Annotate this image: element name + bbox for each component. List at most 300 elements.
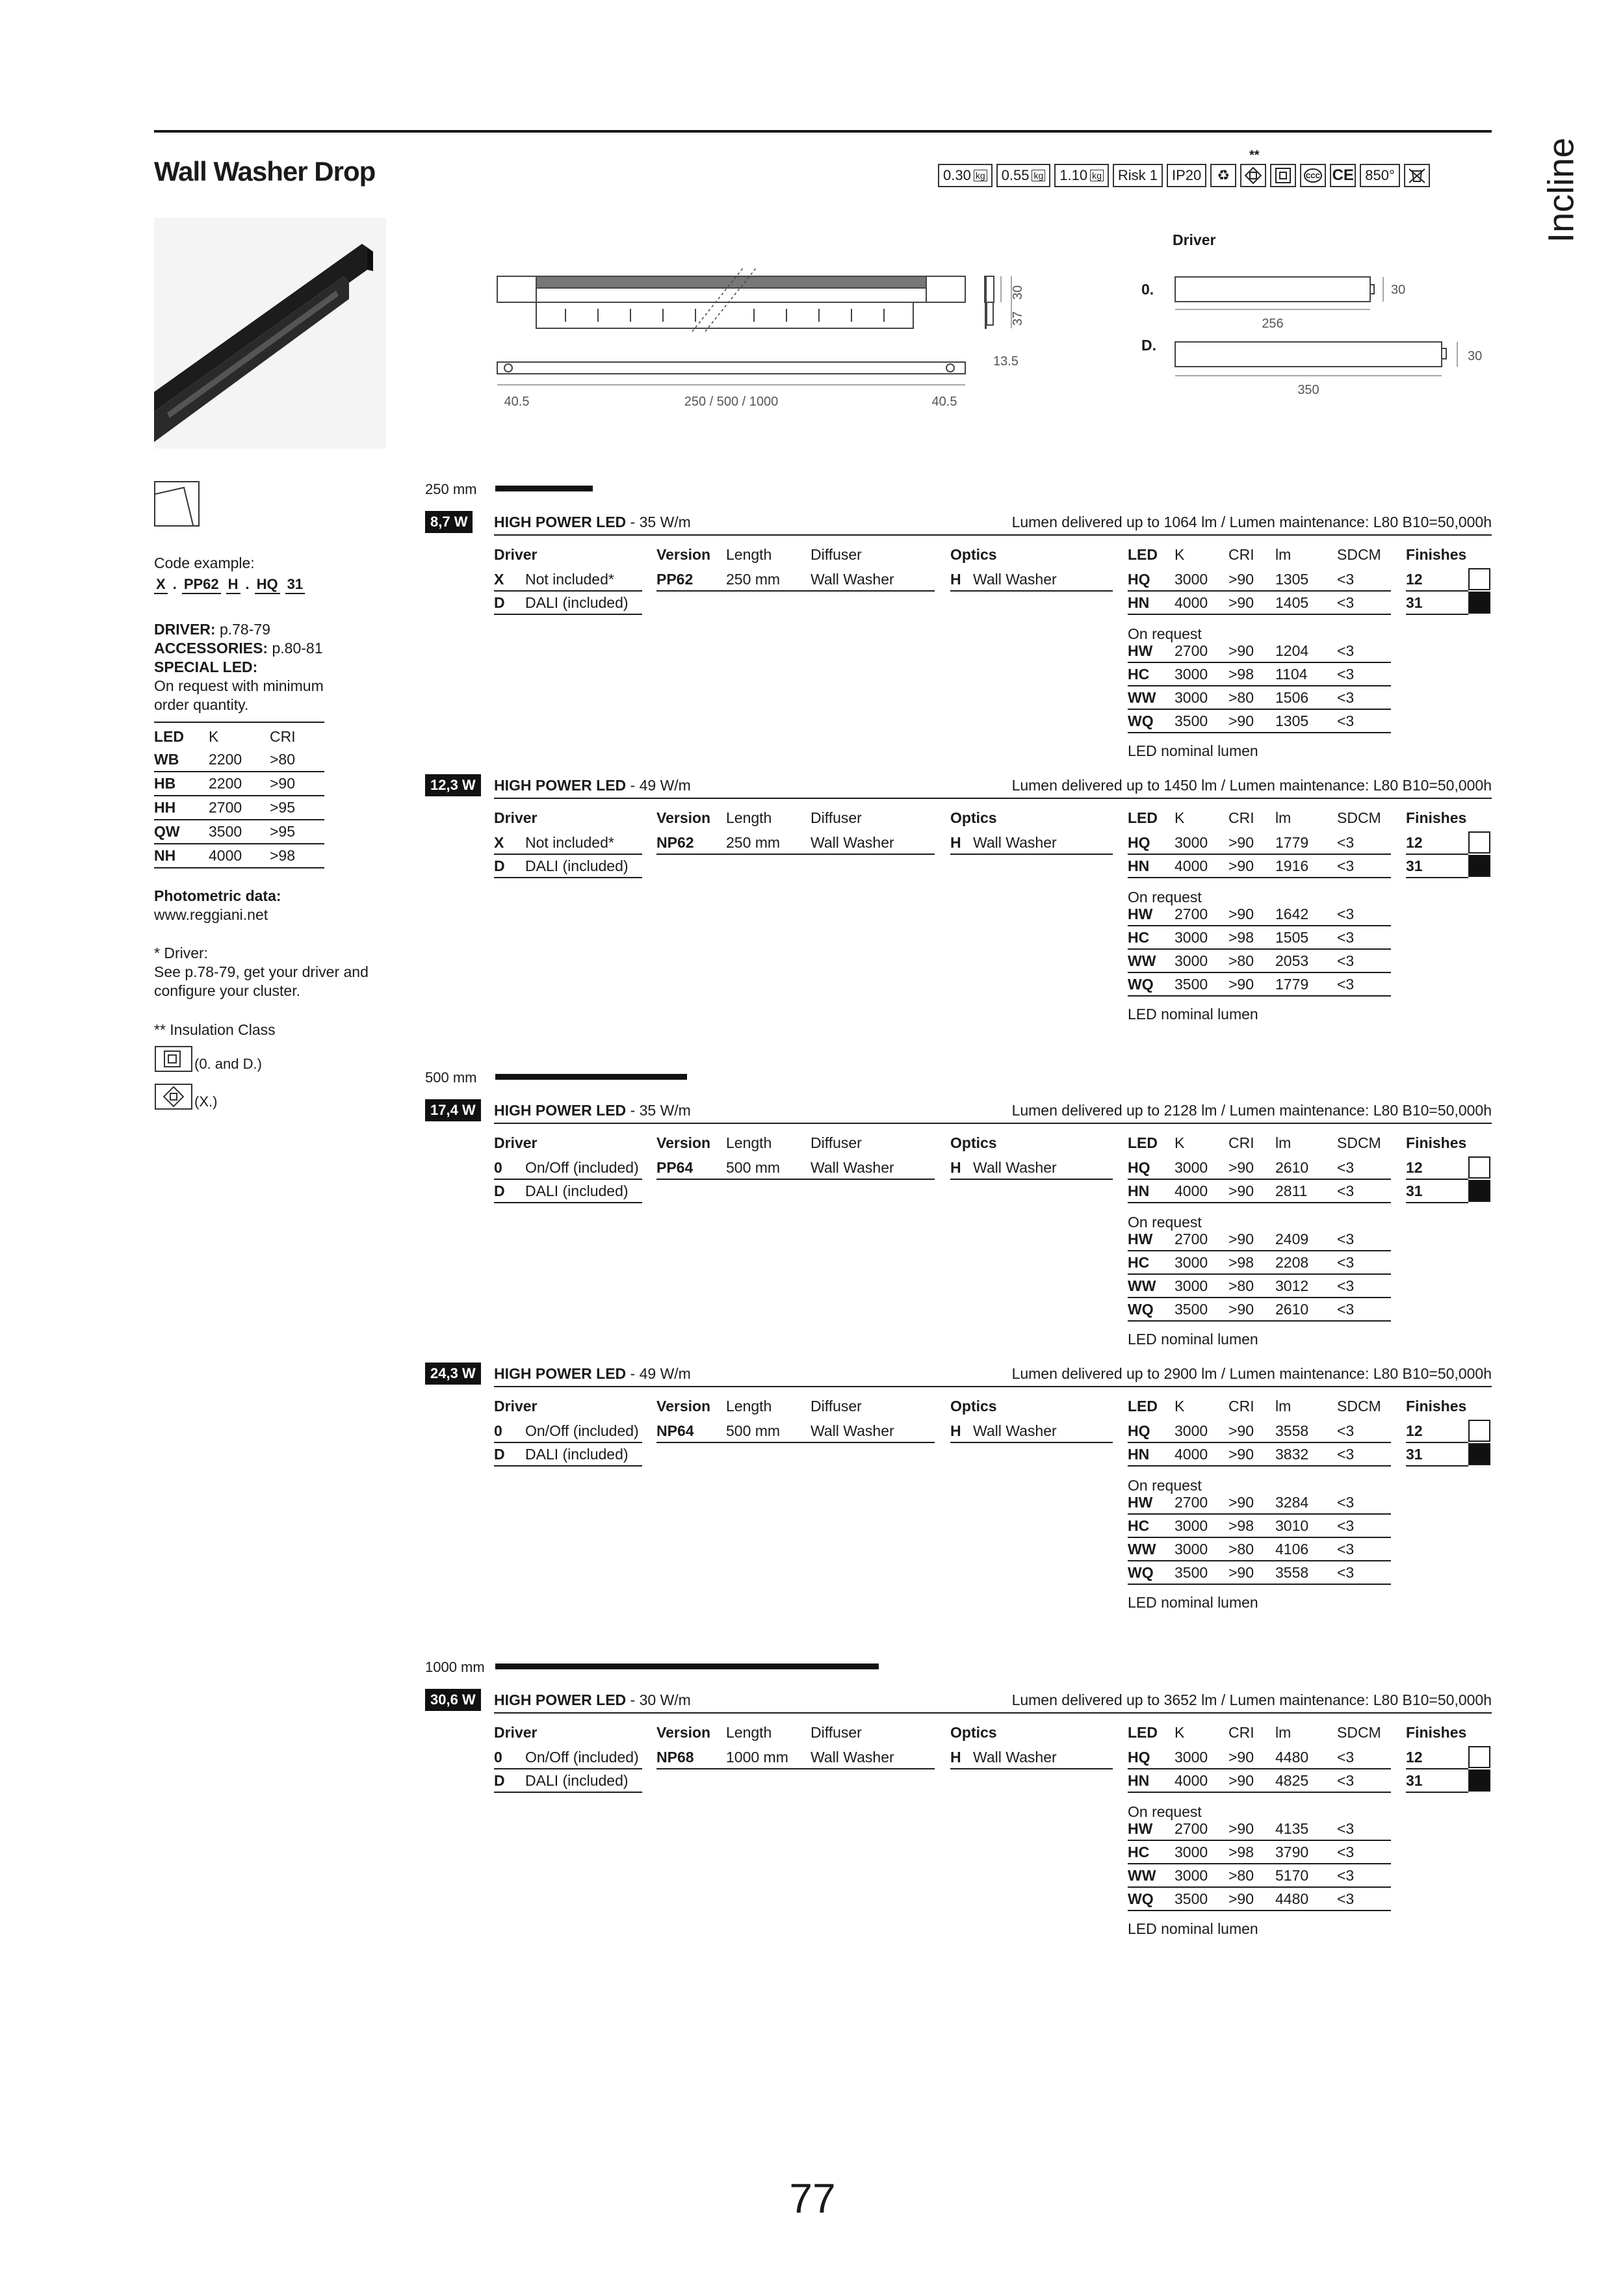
led-lumen: 2409	[1275, 1231, 1309, 1247]
code-sep: .	[172, 576, 177, 592]
driver-code: D	[494, 857, 505, 874]
led-cri: >90	[1228, 1564, 1254, 1581]
led-cri: >90	[1228, 1422, 1254, 1439]
led-code: HN	[1128, 857, 1150, 874]
led-lumen: 3012	[1275, 1277, 1309, 1294]
variant-title: HIGH POWER LED	[494, 514, 627, 530]
nominal-lumen-note: LED nominal lumen	[1128, 1331, 1258, 1348]
led-sdcm: <3	[1337, 712, 1355, 729]
temperature-badge: 850°	[1360, 164, 1400, 187]
finish-code: 12	[1406, 571, 1423, 588]
svg-text:CCC: CCC	[1306, 173, 1321, 180]
led-lumen: 1779	[1275, 976, 1309, 993]
product-variant-heading	[494, 777, 691, 794]
row-rule	[494, 614, 642, 615]
code-sep: .	[245, 576, 250, 592]
led-cri: >90	[1228, 834, 1254, 851]
optics-value: Wall Washer	[973, 834, 1057, 851]
finish-swatch-black[interactable]	[1468, 1443, 1490, 1465]
led-sdcm: <3	[1337, 952, 1355, 969]
led-sdcm: <3	[1337, 1517, 1355, 1534]
led-sdcm: <3	[1337, 1159, 1355, 1176]
led-lumen: 1305	[1275, 571, 1309, 588]
led-code: HW	[1128, 1494, 1153, 1511]
col-version: Version	[656, 1134, 711, 1151]
finish-swatch-white[interactable]	[1468, 831, 1490, 854]
col-lm: lm	[1275, 546, 1292, 563]
led-code: HW	[1128, 1231, 1153, 1247]
driver-note-3: configure your cluster.	[154, 982, 301, 999]
length-value: 250 mm	[726, 571, 781, 588]
led-k: 4000	[1175, 594, 1208, 611]
dim-height-b: 37	[1011, 311, 1025, 326]
led-cri: >90	[1228, 594, 1254, 611]
finish-code: 31	[1406, 1182, 1423, 1199]
row-rule	[1128, 662, 1391, 663]
product-variant-heading	[494, 1365, 691, 1383]
photometric-link[interactable]: www.reggiani.net	[154, 906, 268, 923]
driver-name: DALI (included)	[525, 594, 629, 611]
row-rule	[1128, 1768, 1391, 1769]
driver-drawing-title: Driver	[1173, 231, 1216, 248]
led-sdcm: <3	[1337, 1844, 1355, 1860]
led-cri: >80	[1228, 952, 1254, 969]
driver-name: On/Off (included)	[525, 1749, 639, 1766]
col-optics: Optics	[950, 1398, 997, 1415]
optics-value: Wall Washer	[973, 571, 1057, 588]
col-driver: Driver	[494, 546, 538, 563]
row-rule	[494, 1202, 642, 1203]
driver-d-label: D.	[1141, 337, 1156, 354]
row-rule	[494, 1179, 642, 1180]
led-k: 4000	[1175, 1446, 1208, 1463]
row-rule	[950, 1179, 1113, 1180]
led-cri: >90	[1228, 1446, 1254, 1463]
led-code: WQ	[1128, 1564, 1154, 1581]
finish-code: 12	[1406, 834, 1423, 851]
led-sdcm: <3	[1337, 1564, 1355, 1581]
weight-value: 0.30	[943, 167, 971, 183]
col-sdcm: SDCM	[1337, 1134, 1381, 1151]
led-cri: >98	[1228, 929, 1254, 946]
diffuser-value: Wall Washer	[811, 571, 894, 588]
led-cri: >90	[1228, 712, 1254, 729]
led-cri: >80	[1228, 689, 1254, 706]
row-rule	[950, 854, 1113, 855]
col-cri: CRI	[1228, 1398, 1254, 1415]
led-lumen: 1104	[1275, 666, 1308, 683]
col-version: Version	[656, 1398, 711, 1415]
led-sdcm: <3	[1337, 1749, 1355, 1766]
code-finish: 31	[285, 576, 305, 594]
insulation-note: ** Insulation Class	[154, 1021, 276, 1038]
diffuser-value: Wall Washer	[811, 1159, 894, 1176]
driver-code: 0	[494, 1159, 502, 1176]
page-title: Wall Washer Drop	[154, 156, 376, 187]
on-request-label: On request	[1128, 1477, 1202, 1494]
row-rule	[1406, 1202, 1468, 1203]
led-cri: >90	[1228, 1749, 1254, 1766]
led-code: HC	[1128, 929, 1150, 946]
led-k: 3000	[1175, 929, 1208, 946]
led-k: 2700	[1175, 1820, 1208, 1837]
led-code: HQ	[1128, 1159, 1150, 1176]
col-version: Version	[656, 546, 711, 563]
row-rule	[950, 1768, 1113, 1769]
row-rule	[1406, 1465, 1468, 1467]
col-version: Version	[656, 809, 711, 826]
section-length-bar	[495, 1663, 879, 1669]
special-led-text-1: On request with minimum	[154, 677, 324, 694]
col-lm: lm	[1275, 1398, 1292, 1415]
on-request-label: On request	[1128, 889, 1202, 906]
finish-swatch-white[interactable]	[1468, 1156, 1490, 1179]
section-header-rule	[494, 534, 1492, 536]
led-k: 2200	[209, 772, 270, 796]
led-lumen: 3284	[1275, 1494, 1309, 1511]
led-lumen: 1779	[1275, 834, 1309, 851]
led-cri: >90	[1228, 642, 1254, 659]
led-lumen: 2811	[1275, 1182, 1308, 1199]
risk-badge: Risk 1	[1113, 164, 1163, 187]
finish-swatch-black[interactable]	[1468, 1180, 1490, 1202]
led-k: 3500	[1175, 712, 1208, 729]
section-header-rule	[494, 798, 1492, 799]
led-code: WW	[1128, 1867, 1156, 1884]
finish-code: 12	[1406, 1422, 1423, 1439]
led-sdcm: <3	[1337, 929, 1355, 946]
optics-code: H	[950, 1422, 961, 1439]
row-rule	[656, 1768, 935, 1769]
wattage-badge: 17,4 W	[425, 1099, 481, 1121]
led-cri: >98	[1228, 1254, 1254, 1271]
version-code: PP62	[656, 571, 694, 588]
row-rule	[656, 1179, 935, 1180]
diffuser-value: Wall Washer	[811, 1422, 894, 1439]
row-rule	[656, 1442, 935, 1443]
led-k: 3000	[1175, 689, 1208, 706]
led-k: 4000	[1175, 857, 1208, 874]
col-length: Length	[726, 1398, 772, 1415]
row-rule	[1128, 1910, 1391, 1911]
row-rule	[494, 1792, 642, 1793]
led-cri: >90	[1228, 1494, 1254, 1511]
row-rule	[494, 1465, 642, 1467]
led-cri: >90	[1228, 1820, 1254, 1837]
led-lumen: 2610	[1275, 1301, 1309, 1318]
led-k: 2700	[1175, 906, 1208, 922]
led-sdcm: <3	[1337, 594, 1355, 611]
row-rule	[494, 590, 642, 592]
on-request-label: On request	[1128, 1803, 1202, 1820]
finish-swatch-white[interactable]	[1468, 1746, 1490, 1768]
insulation-class-2-text: (0. and D.)	[194, 1056, 262, 1072]
col-finishes: Finishes	[1406, 1134, 1467, 1151]
diffuser-value: Wall Washer	[811, 834, 894, 851]
led-lumen: 3558	[1275, 1422, 1309, 1439]
row-rule	[1128, 1465, 1391, 1467]
led-sdcm: <3	[1337, 1182, 1355, 1199]
led-k: 3000	[1175, 1422, 1208, 1439]
led-k: 3000	[1175, 834, 1208, 851]
led-k: 3000	[1175, 1749, 1208, 1766]
led-sdcm: <3	[1337, 1820, 1355, 1837]
led-cri: >90	[1228, 976, 1254, 993]
driver-code: 0	[494, 1749, 502, 1766]
recycle-icon: ♻	[1210, 164, 1236, 187]
finish-swatch-black[interactable]	[1468, 592, 1490, 614]
row-rule	[950, 590, 1113, 592]
led-sdcm: <3	[1337, 1541, 1355, 1558]
led-code: NH	[154, 844, 209, 868]
led-cri: >98	[270, 844, 324, 868]
insulation-class-x-text: (X.)	[194, 1093, 218, 1110]
insulation-star: **	[1249, 148, 1260, 163]
lumen-info: Lumen delivered up to 1064 lm / Lumen maintenance: L80 B10=50,000h	[1011, 514, 1492, 530]
row-rule	[1128, 614, 1391, 615]
row-rule	[1128, 1513, 1391, 1515]
row-rule	[494, 1442, 642, 1443]
col-driver: Driver	[494, 1724, 538, 1741]
led-k: 3000	[1175, 1517, 1208, 1534]
row-rule	[1128, 1886, 1391, 1888]
driver-name: On/Off (included)	[525, 1159, 639, 1176]
col-sdcm: SDCM	[1337, 546, 1381, 563]
col-k: K	[209, 728, 219, 745]
row-rule	[1128, 854, 1391, 855]
led-cri: >80	[1228, 1867, 1254, 1884]
product-variant-heading	[494, 514, 691, 531]
weight-icon: kg	[1090, 170, 1104, 181]
col-length: Length	[726, 809, 772, 826]
weight-value: 1.10	[1059, 167, 1088, 183]
led-cri: >80	[1228, 1277, 1254, 1294]
ip-badge: IP20	[1167, 164, 1206, 187]
finish-swatch-white[interactable]	[1468, 1420, 1490, 1442]
led-sdcm: <3	[1337, 1867, 1355, 1884]
row-rule	[1406, 854, 1468, 855]
led-lumen: 3558	[1275, 1564, 1309, 1581]
accessories-ref-label: ACCESSORIES:	[154, 640, 268, 657]
led-k: 3000	[1175, 1159, 1208, 1176]
driver-note-1: * Driver:	[154, 945, 209, 961]
lumen-info: Lumen delivered up to 2900 lm / Lumen maintenance: L80 B10=50,000h	[1011, 1365, 1492, 1382]
row-rule	[950, 1442, 1113, 1443]
led-k: 2700	[209, 796, 270, 820]
finish-code: 12	[1406, 1159, 1423, 1176]
row-rule	[1406, 877, 1468, 878]
led-lumen: 4480	[1275, 1890, 1309, 1907]
led-k: 3500	[1175, 1301, 1208, 1318]
accessories-ref[interactable]: p.80-81	[268, 640, 323, 657]
led-sdcm: <3	[1337, 1422, 1355, 1439]
finish-code: 12	[1406, 1749, 1423, 1766]
col-k: K	[1175, 1134, 1185, 1151]
col-optics: Optics	[950, 1724, 997, 1741]
led-sdcm: <3	[1337, 666, 1355, 683]
led-code: HQ	[1128, 834, 1150, 851]
wattage-badge: 30,6 W	[425, 1689, 481, 1711]
col-driver: Driver	[494, 1134, 538, 1151]
driver-d-length: 350	[1297, 383, 1319, 397]
col-driver: Driver	[494, 809, 538, 826]
version-code: NP68	[656, 1749, 694, 1766]
col-led: LED	[1128, 1398, 1158, 1415]
optics-value: Wall Washer	[973, 1749, 1057, 1766]
led-code: WQ	[1128, 712, 1154, 729]
led-code: WQ	[1128, 1890, 1154, 1907]
led-k: 3500	[1175, 1890, 1208, 1907]
led-k: 3500	[1175, 976, 1208, 993]
code-example-label: Code example:	[154, 554, 255, 571]
row-rule	[1128, 709, 1391, 710]
led-lumen: 4135	[1275, 1820, 1309, 1837]
version-code: NP64	[656, 1422, 694, 1439]
col-led: LED	[1128, 1134, 1158, 1151]
driver-ref[interactable]: p.78-79	[215, 621, 270, 638]
led-lumen: 1916	[1275, 857, 1309, 874]
lumen-info: Lumen delivered up to 2128 lm / Lumen maintenance: L80 B10=50,000h	[1011, 1102, 1492, 1119]
col-led: LED	[1128, 546, 1158, 563]
col-diffuser: Diffuser	[811, 1398, 862, 1415]
col-k: K	[1175, 809, 1185, 826]
led-cri: >80	[270, 748, 324, 772]
led-cri: >90	[1228, 1301, 1254, 1318]
led-code: HC	[1128, 1254, 1150, 1271]
lumen-info: Lumen delivered up to 1450 lm / Lumen maintenance: L80 B10=50,000h	[1011, 777, 1492, 794]
section-header-rule	[494, 1386, 1492, 1387]
led-lumen: 1405	[1275, 594, 1309, 611]
led-k: 3000	[1175, 666, 1208, 683]
finish-code: 31	[1406, 1772, 1423, 1789]
led-cri: >90	[1228, 1772, 1254, 1789]
row-rule	[1406, 614, 1468, 615]
col-finishes: Finishes	[1406, 1724, 1467, 1741]
led-code: HN	[1128, 1446, 1150, 1463]
driver-0-length: 256	[1262, 317, 1284, 331]
product-variant-heading	[494, 1691, 691, 1709]
driver-0-height: 30	[1391, 283, 1406, 297]
variant-wpm: - 30 W/m	[626, 1691, 691, 1708]
section-header-rule	[494, 1123, 1492, 1124]
col-lm: lm	[1275, 809, 1292, 826]
code-led: HQ	[255, 576, 280, 594]
col-length: Length	[726, 1134, 772, 1151]
section-length-label: 1000 mm	[425, 1659, 485, 1675]
led-sdcm: <3	[1337, 1890, 1355, 1907]
led-lumen: 5170	[1275, 1867, 1309, 1884]
col-sdcm: SDCM	[1337, 809, 1381, 826]
section-length-label: 500 mm	[425, 1069, 477, 1086]
dim-height-a: 30	[1011, 285, 1025, 300]
finish-swatch-black[interactable]	[1468, 1769, 1490, 1792]
led-sdcm: <3	[1337, 834, 1355, 851]
led-k: 2700	[1175, 642, 1208, 659]
led-k: 3000	[1175, 952, 1208, 969]
section-length-label: 250 mm	[425, 481, 477, 497]
row-rule	[1128, 1584, 1391, 1585]
row-rule	[1128, 1297, 1391, 1298]
row-rule	[1128, 925, 1391, 926]
col-led: LED	[1128, 809, 1158, 826]
driver-note-2: See p.78-79, get your driver and	[154, 963, 369, 980]
led-code: HQ	[1128, 1422, 1150, 1439]
row-rule	[1128, 1863, 1391, 1864]
row-rule	[494, 877, 642, 878]
led-sdcm: <3	[1337, 1277, 1355, 1294]
led-sdcm: <3	[1337, 571, 1355, 588]
col-length: Length	[726, 1724, 772, 1741]
led-code: HW	[1128, 1820, 1153, 1837]
led-code: HQ	[1128, 571, 1150, 588]
col-cri: CRI	[1228, 1724, 1254, 1741]
led-code: HC	[1128, 1844, 1150, 1860]
led-k: 3000	[1175, 1541, 1208, 1558]
led-k: 2700	[1175, 1494, 1208, 1511]
driver-0-label: 0.	[1141, 281, 1154, 298]
col-k: K	[1175, 1724, 1185, 1741]
led-k: 2700	[1175, 1231, 1208, 1247]
row-rule	[1128, 1537, 1391, 1538]
col-optics: Optics	[950, 546, 997, 563]
col-diffuser: Diffuser	[811, 1724, 862, 1741]
col-finishes: Finishes	[1406, 1398, 1467, 1415]
row-rule	[1406, 1792, 1468, 1793]
row-rule	[494, 1768, 642, 1769]
led-code: WB	[154, 748, 209, 772]
col-driver: Driver	[494, 1398, 538, 1415]
row-rule	[1128, 972, 1391, 973]
dim-width: 13.5	[993, 354, 1019, 369]
row-rule	[1128, 685, 1391, 686]
led-code: WW	[1128, 1541, 1156, 1558]
code-optics: H	[226, 576, 240, 594]
finish-swatch-black[interactable]	[1468, 855, 1490, 877]
driver-code: D	[494, 1772, 505, 1789]
col-lm: lm	[1275, 1134, 1292, 1151]
led-sdcm: <3	[1337, 642, 1355, 659]
row-rule	[1128, 948, 1391, 950]
section-length-bar	[495, 1074, 687, 1080]
led-cri: >90	[1228, 571, 1254, 588]
led-sdcm: <3	[1337, 857, 1355, 874]
diffuser-value: Wall Washer	[811, 1749, 894, 1766]
product-variant-heading	[494, 1102, 691, 1119]
ce-mark-icon: CE	[1330, 164, 1356, 187]
length-value: 1000 mm	[726, 1749, 788, 1766]
led-code: WQ	[1128, 976, 1154, 993]
led-code: HB	[154, 772, 209, 796]
dim-left: 40.5	[504, 395, 530, 409]
section-tab-label: Incline	[1540, 137, 1581, 243]
led-sdcm: <3	[1337, 1494, 1355, 1511]
led-lumen: 1642	[1275, 906, 1309, 922]
row-rule	[1128, 1179, 1391, 1180]
led-k: 4000	[1175, 1772, 1208, 1789]
led-sdcm: <3	[1337, 1254, 1355, 1271]
led-lumen: 2208	[1275, 1254, 1309, 1271]
led-cri: >98	[1228, 666, 1254, 683]
col-k: K	[1175, 546, 1185, 563]
led-lumen: 3010	[1275, 1517, 1309, 1534]
led-cri: >95	[270, 796, 324, 820]
led-sdcm: <3	[1337, 906, 1355, 922]
row-rule	[1128, 590, 1391, 592]
led-code: HN	[1128, 594, 1150, 611]
row-rule	[1128, 1840, 1391, 1841]
led-code: HW	[1128, 642, 1153, 659]
finish-swatch-white[interactable]	[1468, 568, 1490, 590]
